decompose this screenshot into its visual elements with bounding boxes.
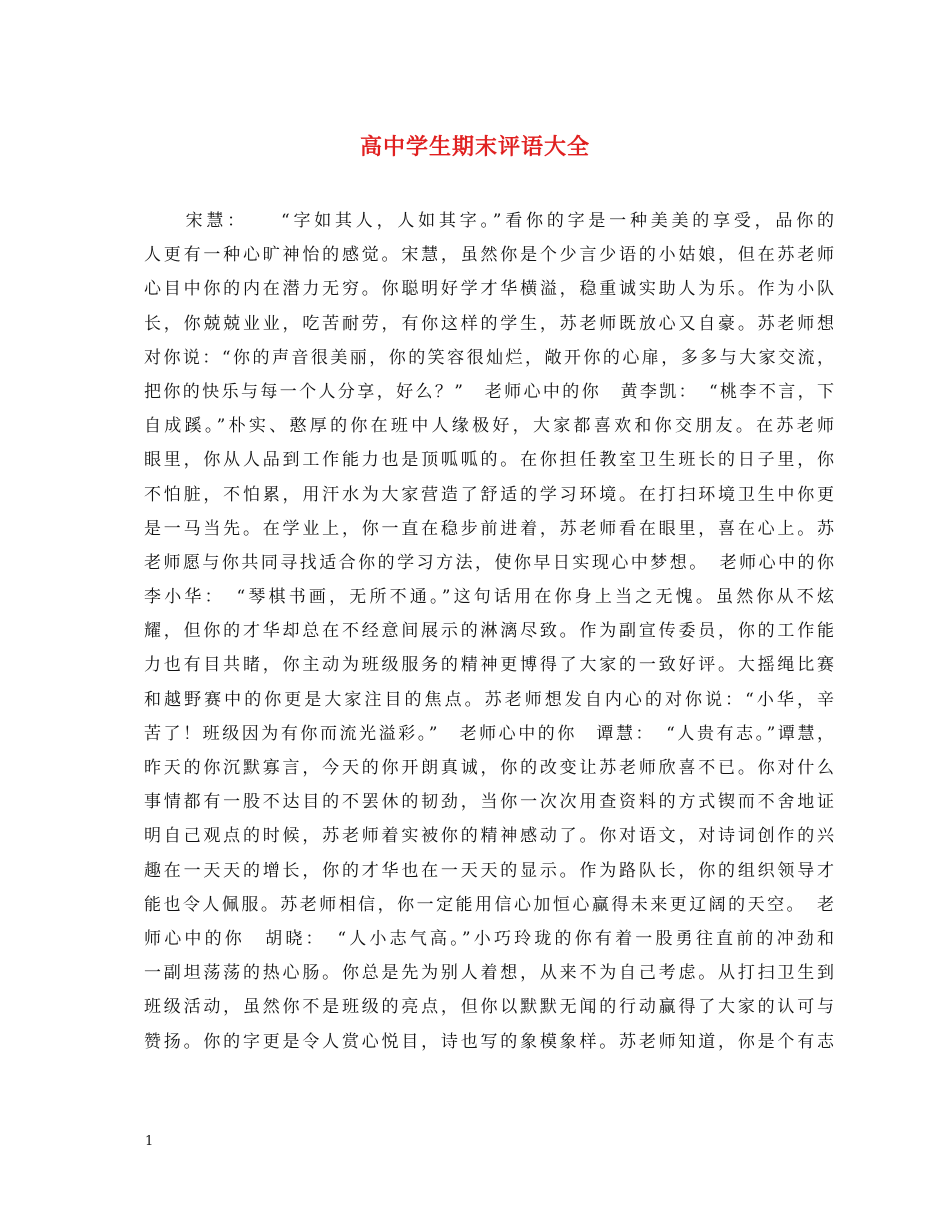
body-line: 力也有目共睹，你主动为班级服务的精神更博得了大家的一致好评。大摇绳比赛 bbox=[144, 655, 834, 676]
body-line: 师心中的你 胡晓： “人小志气高。”小巧玲珑的你有着一股勇往直前的冲劲和 bbox=[144, 928, 834, 949]
body-line: 老师愿与你共同寻找适合你的学习方法，使你早日实现心中梦想。 老师心中的你 bbox=[144, 552, 834, 573]
body-line: 是一马当先。在学业上，你一直在稳步前进着，苏老师看在眼里，喜在心上。苏 bbox=[144, 518, 834, 539]
body-line: 能也令人佩服。苏老师相信，你一定能用信心加恒心赢得未来更辽阔的天空。 老 bbox=[144, 894, 834, 915]
body-line: 李小华： “琴棋书画，无所不通。”这句话用在你身上当之无愧。虽然你从不炫 bbox=[144, 587, 834, 608]
body-line: 赞扬。你的字更是令人赏心悦目，诗也写的象模象样。苏老师知道，你是个有志 bbox=[144, 1031, 834, 1052]
page-number: 1 bbox=[145, 1134, 154, 1149]
body-line: 明自己观点的时候，苏老师着实被你的精神感动了。你对语文，对诗词创作的兴 bbox=[144, 826, 834, 847]
body-line: 趣在一天天的增长，你的才华也在一天天的显示。作为路队长，你的组织领导才 bbox=[144, 860, 834, 881]
body-line: 把你的快乐与每一个人分享，好么？” 老师心中的你 黄李凯： “桃李不言，下 bbox=[144, 381, 834, 402]
body-line: 眼里，你从人品到工作能力也是顶呱呱的。在你担任教室卫生班长的日子里，你 bbox=[144, 450, 834, 471]
body-line: 心目中你的内在潜力无穷。你聪明好学才华横溢，稳重诚实助人为乐。作为小队 bbox=[144, 279, 834, 300]
body-line: 长，你兢兢业业，吃苦耐劳，有你这样的学生，苏老师既放心又自豪。苏老师想 bbox=[144, 313, 834, 334]
body-line: 事情都有一股不达目的不罢休的韧劲，当你一次次用查资料的方式锲而不舍地证 bbox=[144, 792, 834, 813]
body-line: 不怕脏，不怕累，用汗水为大家营造了舒适的学习环境。在打扫环境卫生中你更 bbox=[144, 484, 834, 505]
document-body bbox=[144, 204, 834, 1059]
body-line: 人更有一种心旷神怡的感觉。宋慧，虽然你是个少言少语的小姑娘，但在苏老师 bbox=[144, 245, 834, 266]
body-line: 对你说：“你的声音很美丽，你的笑容很灿烂，敞开你的心扉，多多与大家交流， bbox=[144, 347, 834, 368]
body-line: 自成蹊。”朴实、憨厚的你在班中人缘极好，大家都喜欢和你交朋友。在苏老师 bbox=[144, 416, 834, 437]
body-line: 耀，但你的才华却总在不经意间展示的淋漓尽致。作为副宣传委员，你的工作能 bbox=[144, 621, 834, 642]
body-line: 昨天的你沉默寡言，今天的你开朗真诚，你的改变让苏老师欣喜不已。你对什么 bbox=[144, 758, 834, 778]
body-line: 苦了！班级因为有你而流光溢彩。” 老师心中的你 谭慧： “人贵有志。”谭慧， bbox=[144, 723, 834, 744]
body-line: 班级活动，虽然你不是班级的亮点，但你以默默无闻的行动赢得了大家的认可与 bbox=[144, 997, 834, 1018]
body-line: 宋慧： “字如其人，人如其字。”看你的字是一种美美的享受，品你的 bbox=[144, 211, 834, 231]
document-title: 高中学生期末评语大全 bbox=[359, 134, 590, 160]
body-line: 一副坦荡荡的热心肠。你总是先为别人着想，从来不为自己考虑。从打扫卫生到 bbox=[144, 963, 834, 984]
body-line: 和越野赛中的你更是大家注目的焦点。苏老师想发自内心的对你说：“小华，辛 bbox=[144, 689, 834, 710]
